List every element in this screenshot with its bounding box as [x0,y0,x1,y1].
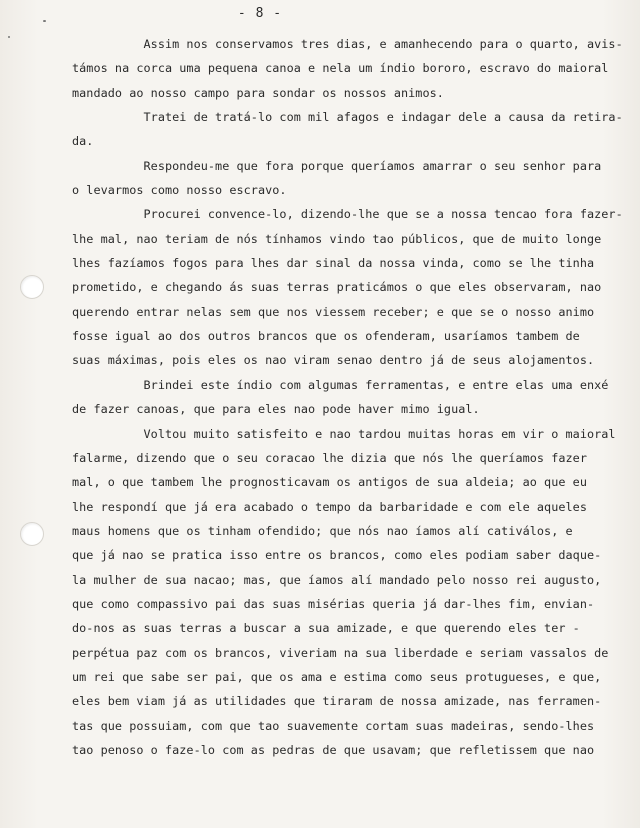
text-line: mal, o que tambem lhe prognosticavam os antigos de sua aldeia; ao que eu [72,475,587,490]
text-line: Procurei convence-lo, dizendo-lhe que se a nossa tencao fora fazer- [72,207,623,222]
text-line: lhe respondí que já era acabado o tempo da barbaridade e com ele aqueles [72,499,587,514]
text-line: tao penoso o faze-lo com as pedras de que usavam; que refletissem que nao [72,742,595,757]
text-line: perpétua paz com os brancos, viveriam na sua liberdade e seriam vassalos de [72,645,609,660]
text-line: um rei que sabe ser pai, que os ama e estima como seus protugueses, e que, [72,669,602,684]
text-line: támos na corca uma pequena canoa e nela um índio bororo, escravo do maioral [72,61,609,76]
text-line: querendo entrar nelas sem que nos viessem receber; e que se o nosso animo [72,304,595,319]
text-line: falarme, dizendo que o seu coracao lhe dizia que nós lhe queríamos fazer [72,450,587,465]
text-line: mandado ao nosso campo para sondar os nossos animos. [72,85,444,100]
text-line: eles bem viam já as utilidades que tiraram de nossa amizade, nas ferramen- [72,694,602,709]
text-line: de fazer canoas, que para eles nao pode haver mimo igual. [72,402,480,417]
text-line: do-nos as suas terras a buscar a sua amizade, e que querendo eles ter - [72,621,580,636]
text-line: que já nao se pratica isso entre os brancos, como eles podiam saber daque- [72,548,602,563]
text-line: lhes fazíamos fogos para lhes dar sinal da nossa vinda, como se lhe tinha [72,256,595,271]
text-line: Respondeu-me que fora porque queríamos amarrar o seu senhor para [72,158,602,173]
text-line: la mulher de sua nacao; mas, que íamos alí mandado pelo nosso rei augusto, [72,572,602,587]
text-line: fosse igual ao dos outros brancos que os ofenderam, usaríamos tambem de [72,329,580,344]
punch-hole [20,275,44,299]
text-line: Assim nos conservamos tres dias, e amanhecendo para o quarto, avis- [72,37,623,51]
text-line: Brindei este índio com algumas ferramentas, e entre elas uma enxé [72,377,609,392]
text-line: o levarmos como nosso escravo. [72,183,287,198]
text-line: suas máximas, pois eles os nao viram senao dentro já de seus alojamentos. [72,353,595,368]
text-line: prometido, e chegando ás suas terras praticámos o que eles observaram, nao [72,280,602,295]
text-line: que como compassivo pai das suas misérias queria já dar-lhes fim, envian- [72,596,595,611]
punch-hole [20,522,44,546]
text-line: tas que possuiam, com que tao suavemente cortam suas madeiras, sendo-lhes [72,718,595,733]
page-number: - 8 - [237,6,283,21]
text-line: maus homens que os tinham ofendido; que nós nao íamos alí cativálos, e [72,523,573,538]
body-text [72,32,632,762]
text-line: Voltou muito satisfeito e nao tardou muitas horas em vir o maioral [72,426,616,441]
text-line: Tratei de tratá-lo com mil afagos e indagar dele a causa da retira- [72,110,623,125]
text-line: da. [72,134,94,149]
ink-speck [8,36,10,38]
text-line: lhe mal, nao teriam de nós tínhamos vindo tao públicos, que de muito longe [72,231,602,246]
